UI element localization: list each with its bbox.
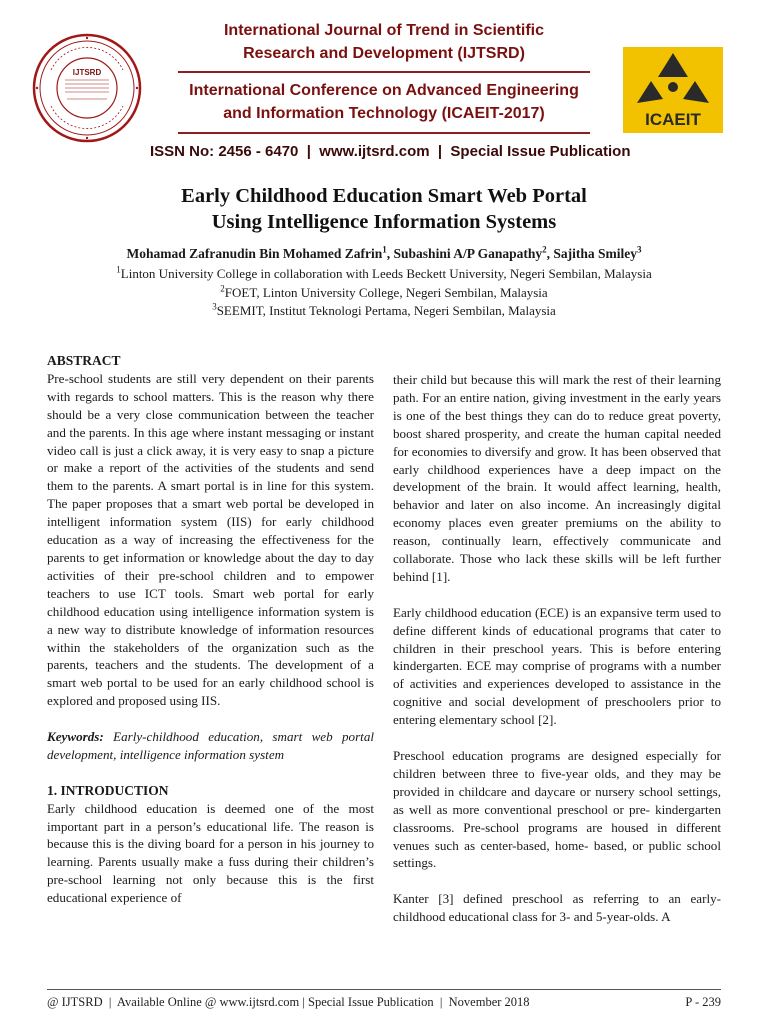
journal-name-line1: International Journal of Trend in Scientific — [223, 22, 545, 39]
journal-name-line2: Research and Development (IJTSRD) — [243, 45, 525, 62]
page-footer — [47, 995, 721, 1010]
introduction-text: Early childhood education is deemed one of the most important part in a person’s educational life. The reason is because this is the diving board for a person in his journey to learning. Parents usually make a fuss during their children’s pre-school learning not only because this is the first educational experience of — [47, 800, 374, 906]
affiliation-text: FOET, Linton University College, Negeri Sembilan, Malaysia — [224, 285, 548, 300]
author-affil-marker: 2 — [542, 244, 547, 255]
footer-publication-info: @ IJTSRD | Available Online @ www.ijtsrd.com | Special Issue Publication | November 2018 — [47, 995, 530, 1009]
affiliation-text: SEEMIT, Institut Teknologi Pertama, Negeri Sembilan, Malaysia — [216, 303, 556, 318]
header-divider-top — [178, 71, 590, 73]
conference-name-line2: and Information Technology (ICAEIT-2017) — [223, 105, 545, 122]
author-name: Sajitha Smiley — [553, 246, 637, 261]
affiliation-marker: 3 — [212, 301, 217, 312]
seal-title: IJTSRD — [72, 68, 102, 77]
icaeit-logo — [623, 47, 723, 133]
icaeit-logo-text: ICAEIT — [645, 110, 701, 129]
body-paragraph: Kanter [3] defined preschool as referring to an early-childhood educational class for 3- and 5-year-olds. A — [393, 891, 721, 925]
affiliation-text: Linton University College in collaboration with Leeds Beckett University, Negeri Sembilan, Malaysia — [120, 266, 652, 281]
paper-title-line2: Using Intelligence Information Systems — [211, 211, 557, 233]
abstract-text: Pre-school students are still very dependent on their parents with regards to school matters. This is the reason why there should be a very close communication between the teacher and the parents. In this age where instant messaging or instant video call is just a click away, it is very easy to snap a picture or make a report of the activities of the students and send them to the parents. A smart portal is in line for this system. The paper proposes that a smart web portal be developed in intelligent information system (IIS) for early childhood education as a way of increasing the effectiveness for the parents to get information or knowledge about the day to day activities of their pre-school children and to empower teachers to use ICT tools. Smart web portal for early childhood education using intelligence information system is a new way to distribute knowledge of information resources within the stakeholders of the organization such as the parents, teachers and the students. The development of a smart web portal to be used for an early childhood school is explored and proposed using IIS. — [47, 370, 374, 709]
keywords-label: Keywords: — [47, 729, 104, 745]
header-divider-bottom — [178, 132, 590, 134]
left-column — [47, 352, 374, 907]
author-separator: , — [386, 246, 394, 261]
author-name: Subashini A/P Ganapathy — [393, 246, 543, 261]
issn-line: ISSN No: 2456 - 6470 | www.ijtsrd.com | Special Issue Publication — [150, 143, 631, 160]
ijtsrd-seal-logo — [31, 32, 143, 144]
introduction-heading: 1. INTRODUCTION — [47, 782, 169, 798]
body-paragraph: Preschool education programs are designed especially for children between three to five-year olds, and they may be provided in childcare and daycare or nursery school settings, as well as more conventional preschool or pre- kindergarten classrooms. Pre-school programs are housed in different venues such as center-based, home- based, or public school settings. — [393, 748, 721, 871]
paper-title-line1: Early Childhood Education Smart Web Portal — [181, 185, 587, 207]
author-affil-marker: 3 — [637, 244, 642, 255]
footer-divider — [47, 989, 721, 990]
keywords-text: Early-childhood education, smart web portal development, intelligence information system — [47, 729, 374, 762]
author-list — [0, 246, 768, 262]
affiliation-3 — [0, 303, 768, 319]
author-name: Mohamad Zafranudin Bin Mohamed Zafrin — [126, 246, 383, 261]
affiliation-1 — [0, 266, 768, 282]
body-paragraph: their child but because this will mark the rest of their learning path. For an entire nation, giving investment in the early years is one of the best things they can do to reduce great poverty, boost shared prosperity, and create the human capital needed for economies to diversify and grow. It has been observed that early childhood experiences have a deep impact on the development of the brain. It would affect learning, health, behavior and later on also income. An increasingly digital economy places even greater premiums on the ability to reason, continually learn, effectively communicate and collaborate. Those who lack these skills will be left further behind [1]. — [393, 372, 721, 584]
abstract-heading: ABSTRACT — [47, 353, 121, 368]
author-separator: , — [546, 246, 554, 261]
right-column — [393, 371, 721, 926]
body-paragraph: Early childhood education (ECE) is an expansive term used to define different kinds of educational programs that cater to children in their preschool years. This is before entering kindergarten. ECE may comprise of programs with a number of activities and experiences developed to assistance in the cognitive and social development of preschoolers prior to entering elementary school [2]. — [393, 604, 721, 728]
conference-name-line1: International Conference on Advanced Engineering — [189, 82, 579, 99]
page-number: P - 239 — [685, 995, 721, 1009]
keywords — [47, 728, 374, 764]
affiliation-marker: 2 — [220, 283, 225, 294]
affiliation-2 — [0, 285, 768, 301]
author-affil-marker: 1 — [382, 244, 387, 255]
affiliation-marker: 1 — [116, 264, 121, 275]
